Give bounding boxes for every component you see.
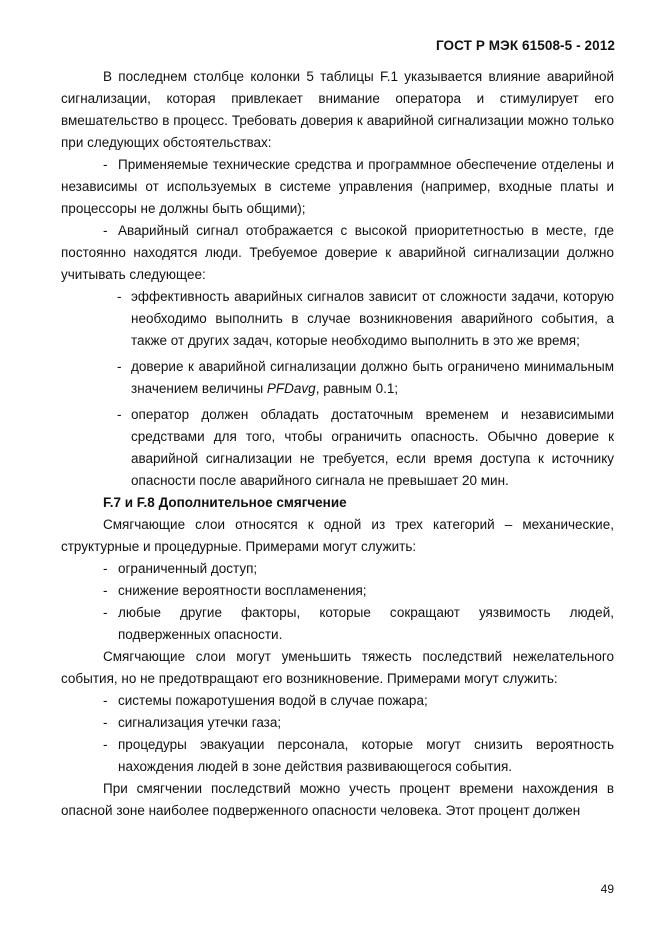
list-item xyxy=(61,220,614,286)
sub-list-item xyxy=(61,286,614,352)
dash-marker: - xyxy=(103,157,108,172)
page-number: 49 xyxy=(600,882,614,896)
list-item-text: сигнализация утечки газа; xyxy=(118,715,282,730)
list-item-text: процедуры эвакуации персонала, которые могут снизить вероятность нахождения людей в зоне действия развивающегося события. xyxy=(118,737,614,774)
list-item-text: любые другие факторы, которые сокращают уязвимость людей, подверженных опасности. xyxy=(118,605,614,642)
dash-marker: - xyxy=(103,223,108,238)
pfdavg-term: PFDavg xyxy=(266,381,316,396)
dash-marker: - xyxy=(103,561,108,576)
document-header: ГОСТ Р МЭК 61508-5 - 2012 xyxy=(435,38,615,53)
paragraph-alarm-intro: В последнем столбце колонки 5 таблицы F.1 указывается влияние аварийной сигнализации, которая привлекает внимание оператора и стимулирует его вмешательство в процесс. Требовать доверия к аварийной сигнализации можно только при следующих обстоятельствах: xyxy=(61,69,614,150)
paragraph-mitigation-layers: Смягчающие слои относятся к одной из трех категорий – механические, структурные и процедурные. Примерами могут служить: xyxy=(61,517,614,554)
sub-list-item xyxy=(61,404,614,492)
list-item xyxy=(61,602,614,646)
list-item-text: снижение вероятности воспламенения; xyxy=(118,583,367,598)
list-item-text: системы пожаротушения водой в случае пожара; xyxy=(118,693,428,708)
dash-marker: - xyxy=(117,359,122,374)
dash-marker: - xyxy=(103,693,108,708)
list-item xyxy=(61,690,614,712)
dash-marker: - xyxy=(103,715,108,730)
sub-list-item-text: оператор должен обладать достаточным временем и независимыми средствами для того, чтобы ограничить опасность. Обычно доверие к аварийной сигнализации не требуется, если время доступа к источнику опасности после аварийного сигнала не превышает 20 мин. xyxy=(131,407,614,488)
consequence-examples-list xyxy=(61,690,614,778)
paragraph-time-fraction: При смягчении последствий можно учесть процент времени нахождения в опасной зоне наиболее подверженного опасности человека. Этот процент должен xyxy=(61,781,614,818)
sub-list-item-text: доверие к аварийной сигнализации должно быть ограничено минимальным значением величины xyxy=(131,359,614,396)
sub-list-item-text: , равным 0.1; xyxy=(315,381,399,396)
dash-marker: - xyxy=(103,605,108,620)
list-item-text: Аварийный сигнал отображается с высокой приоритетностью в месте, где постоянно находятся люди. Требуемое доверие к аварийной сигнализации должно учитывать следующее: xyxy=(61,223,614,282)
dash-marker: - xyxy=(103,737,108,752)
section-heading: F.7 и F.8 Дополнительное смягчение xyxy=(103,495,347,510)
paragraph-consequence-reduction: Смягчающие слои могут уменьшить тяжесть последствий нежелательного события, но не предотвращают его возникновение. Примерами могут служить: xyxy=(61,649,614,686)
sub-list-item-text: эффективность аварийных сигналов зависит от сложности задачи, которую необходимо выполнить в случае возникновения аварийного события, а также от других задач, которые необходимо выполнить в это же время; xyxy=(131,289,614,348)
sub-list-item xyxy=(61,356,614,400)
list-item xyxy=(61,734,614,778)
mitigation-examples-list xyxy=(61,558,614,646)
list-item xyxy=(61,712,614,734)
dash-marker: - xyxy=(117,289,122,304)
list-item xyxy=(61,154,614,220)
list-item xyxy=(61,580,614,602)
list-item-text: Применяемые технические средства и программное обеспечение отделены и независимы от используемых в системе управления (например, входные платы и процессоры не должны быть общими); xyxy=(61,157,614,216)
dash-marker: - xyxy=(103,583,108,598)
list-item-text: ограниченный доступ; xyxy=(118,561,258,576)
dash-marker: - xyxy=(117,407,122,422)
list-item xyxy=(61,558,614,580)
page-body xyxy=(61,66,614,822)
